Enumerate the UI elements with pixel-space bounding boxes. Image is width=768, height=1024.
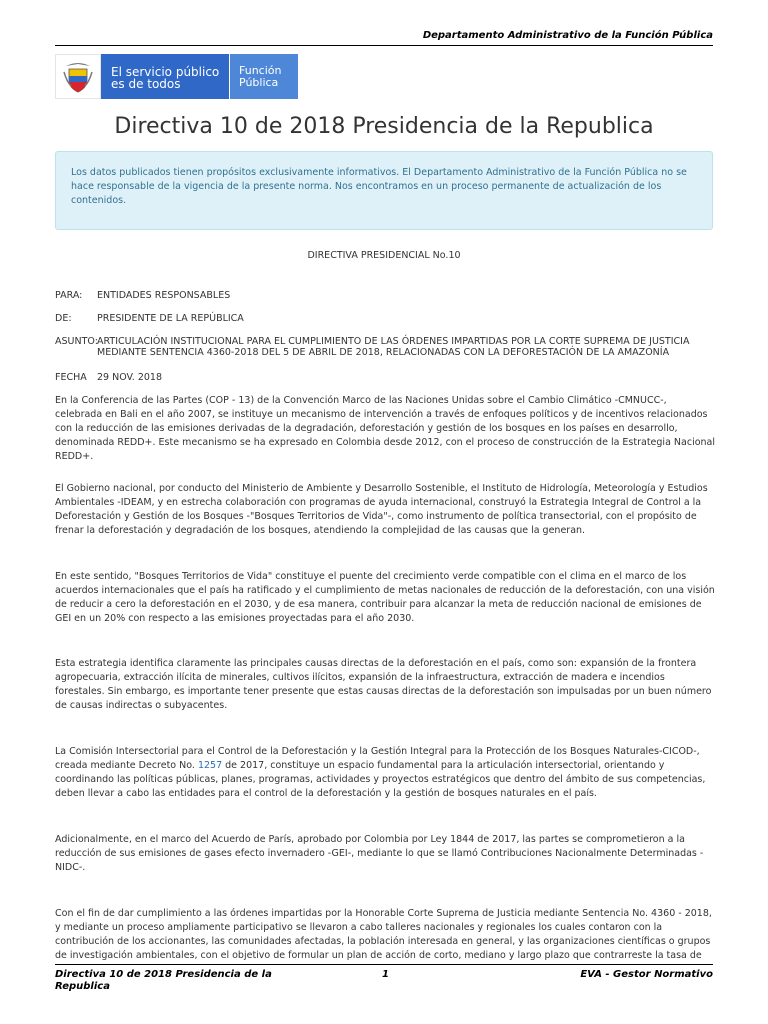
field-asunto-value: ARTICULACIÓN INSTITUCIONAL PARA EL CUMPLIMIENTO DE LAS ÓRDENES IMPARTIDAS POR LA CORTE SUPREMA DE JUSTICIA MEDIANTE SENTENCIA 4360-2018 DEL 5 DE ABRIL DE 2018, RELACIONADAS CON LA DEFORESTACIÓN DE LA AMAZONÍA xyxy=(97,336,690,358)
field-para-label: PARA: xyxy=(55,290,83,301)
paragraph-3: En este sentido, "Bosques Territorios de Vida" constituye el puente del crecimiento verde compatible con el clima en el marco de los acuerdos internacionales que el país ha ratificado y el cumplimiento de metas nacionales de reducción de la deforestación, con una visión de reducir a cero la deforestación en el 2030, y de esa manera, contribuir para alcanzar la meta de reducción nacional de emisiones de GEI en un 20% con respecto a las emisiones proyectadas para el año 2030. xyxy=(55,571,715,624)
page-footer xyxy=(55,964,713,1005)
logo-slogan-line2: es de todos xyxy=(111,77,181,91)
coat-of-arms-icon xyxy=(55,54,101,99)
decree-link[interactable]: 1257 xyxy=(197,760,223,771)
logo-slogan-line1: El servicio público xyxy=(111,65,220,79)
paragraph-5-part1: La Comisión Intersectorial para el Control de la Deforestación y la Gestión Integral para la Protección de los Bosques Naturales-CICOD-, creada mediante Decreto No. xyxy=(55,746,700,771)
logo-entity-line2: Pública xyxy=(239,76,279,89)
page-title: Directiva 10 de 2018 Presidencia de la Republica xyxy=(114,114,654,139)
paragraph-7: Con el fin de dar cumplimiento a las órdenes impartidas por la Honorable Corte Suprema de Justicia mediante Sentencia No. 4360 - 2018, y mediante un proceso ampliamente participativo se llevaron a cabo talleres nacionales y regionales los cuales contaron con la contribución de los accionantes, las comunidades afectadas, la población interesada en general, y las organizaciones científicas o grupos de investigación ambientales, con el objetivo de formular un plan de acción de corto, mediano y largo plazo que contrarreste la tasa de xyxy=(55,908,712,961)
paragraph-5 xyxy=(55,745,715,801)
running-header xyxy=(55,30,713,46)
disclaimer-notice: Los datos publicados tienen propósitos exclusivamente informativos. El Departamento Administrativo de la Función Pública no se hace responsable de la vigencia de la presente norma. Nos encontramos en un proceso permanente de actualización de los contenidos. xyxy=(55,151,713,230)
field-para xyxy=(55,290,715,301)
field-asunto-label: ASUNTO: xyxy=(55,336,98,347)
footer-document-name: Directiva 10 de 2018 Presidencia de la Republica xyxy=(55,969,272,992)
footer-page-number: 1 xyxy=(382,969,389,980)
paragraph-1: En la Conferencia de las Partes (COP - 13) de la Convención Marco de las Naciones Unidas sobre el Cambio Climático -CMNUCC-, celebrada en Bali en el año 2007, se instituye un mecanismo de intervención a través de enfoques políticos y de incentivos relacionados con la reducción de las emisiones derivadas de la degradación, deforestación y gestión de los bosques en los países en desarrollo, denominada REDD+. Este mecanismo se ha expresado en Colombia desde 2012, con el proceso de construcción de la Estrategia Nacional REDD+. xyxy=(55,395,715,462)
directive-heading: DIRECTIVA PRESIDENCIAL No.10 xyxy=(307,250,461,261)
paragraph-2: El Gobierno nacional, por conducto del Ministerio de Ambiente y Desarrollo Sostenible, el Instituto de Hidrología, Meteorología y Estudios Ambientales -IDEAM, y en estrecha colaboración con programas de ayuda internacional, construyó la Estrategia Integral de Control a la Deforestación y Gestión de los Bosques -"Bosques Territorios de Vida"-, como instrumento de política transectorial, con el propósito de frenar la deforestación y degradación de los bosques, atendiendo la complejidad de las causas que la generan. xyxy=(55,483,708,536)
government-logo[interactable] xyxy=(55,54,298,99)
field-fecha-label: FECHA xyxy=(55,372,87,383)
paragraph-6: Adicionalmente, en el marco del Acuerdo de París, aprobado por Colombia por Ley 1844 de 2017, las partes se comprometieron a la reducción de sus emisiones de gases efecto invernadero -GEI-, mediante lo que se llamó Contribuciones Nacionalmente Determinadas - NIDC-. xyxy=(55,834,704,873)
field-de-label: DE: xyxy=(55,313,72,324)
logo-entity xyxy=(230,54,298,99)
paragraph-4: Esta estrategia identifica claramente las principales causas directas de la deforestación en el país, como son: expansión de la frontera agropecuaria, extracción ilícita de minerales, cultivos ilícitos, expansión de la infraestructura, extracción de madera e incendios forestales. Sin embargo, es importante tener presente que estas causas directas de la deforestación son impulsadas por un buen número de causas indirectas o subyacentes. xyxy=(55,658,712,711)
field-fecha xyxy=(55,372,715,383)
field-de xyxy=(55,313,715,324)
logo-entity-line1: Función xyxy=(239,64,282,77)
field-para-value: ENTIDADES RESPONSABLES xyxy=(97,290,231,301)
field-asunto xyxy=(55,336,715,358)
paragraph-5-part2: de 2017, constituye un espacio fundamental para la articulación intersectorial, orientando y coordinando las políticas públicas, planes, programas, actividades y proyectos estratégicos que dentro del ámbito de sus competencias, deben llevar a cabo las entidades para el control de la deforestación y la gestión de bosques naturales en el país. xyxy=(55,760,706,799)
logo-slogan xyxy=(101,54,229,99)
footer-system-name: EVA - Gestor Normativo xyxy=(580,969,713,980)
field-fecha-value: 29 NOV. 2018 xyxy=(97,372,163,383)
field-de-value: PRESIDENTE DE LA REPÚBLICA xyxy=(97,313,244,324)
header-organization: Departamento Administrativo de la Función Pública xyxy=(422,30,713,41)
